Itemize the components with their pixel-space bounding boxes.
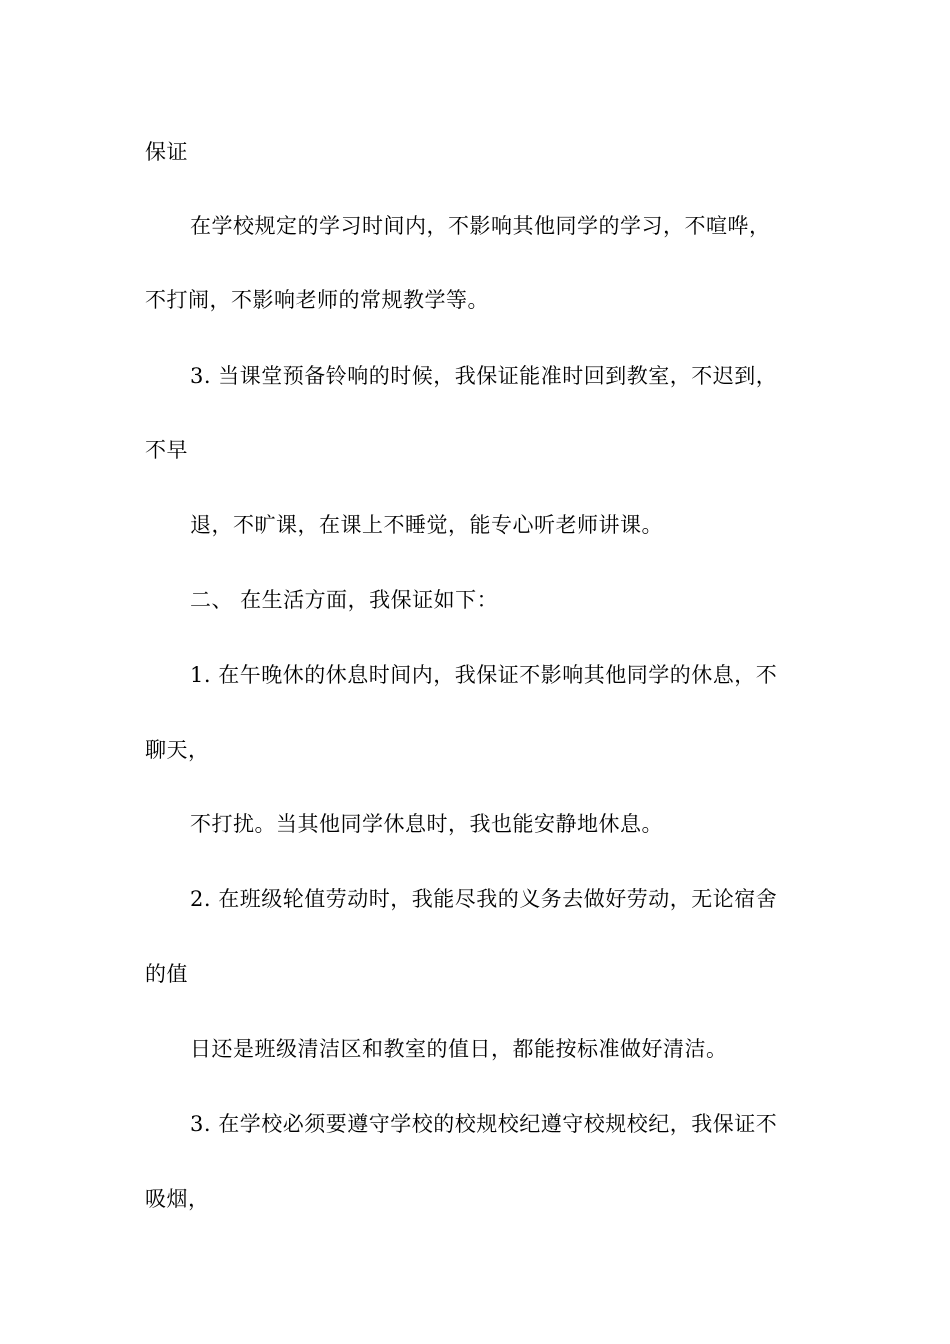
text-line-5: 不早: [145, 438, 188, 462]
text-line-10: 不打扰。当其他同学休息时，我也能安静地休息。: [190, 812, 663, 836]
text-line-1: 保证: [145, 140, 188, 164]
text-line-4: 3. 当课堂预备铃响的时候，我保证能准时回到教室，不迟到，: [190, 364, 778, 388]
text-line-6: 退，不旷课，在课上不睡觉，能专心听老师讲课。: [190, 513, 663, 537]
text-line-3: 不打闹，不影响老师的常规教学等。: [145, 288, 489, 312]
text-line-15: 吸烟，: [145, 1187, 210, 1211]
text-line-11: 2. 在班级轮值劳动时，我能尽我的义务去做好劳动，无论宿舍: [190, 887, 778, 911]
text-line-8: 1. 在午晚休的休息时间内，我保证不影响其他同学的休息，不: [190, 663, 778, 687]
text-line-7: 二、 在生活方面，我保证如下：: [190, 588, 499, 612]
text-line-2: 在学校规定的学习时间内，不影响其他同学的学习，不喧哗，: [190, 214, 771, 238]
text-line-13: 日还是班级清洁区和教室的值日，都能按标准做好清洁。: [190, 1037, 728, 1061]
text-line-14: 3. 在学校必须要遵守学校的校规校纪遵守校规校纪，我保证不: [190, 1112, 778, 1136]
text-line-9: 聊天，: [145, 738, 210, 762]
text-line-12: 的值: [145, 962, 188, 986]
